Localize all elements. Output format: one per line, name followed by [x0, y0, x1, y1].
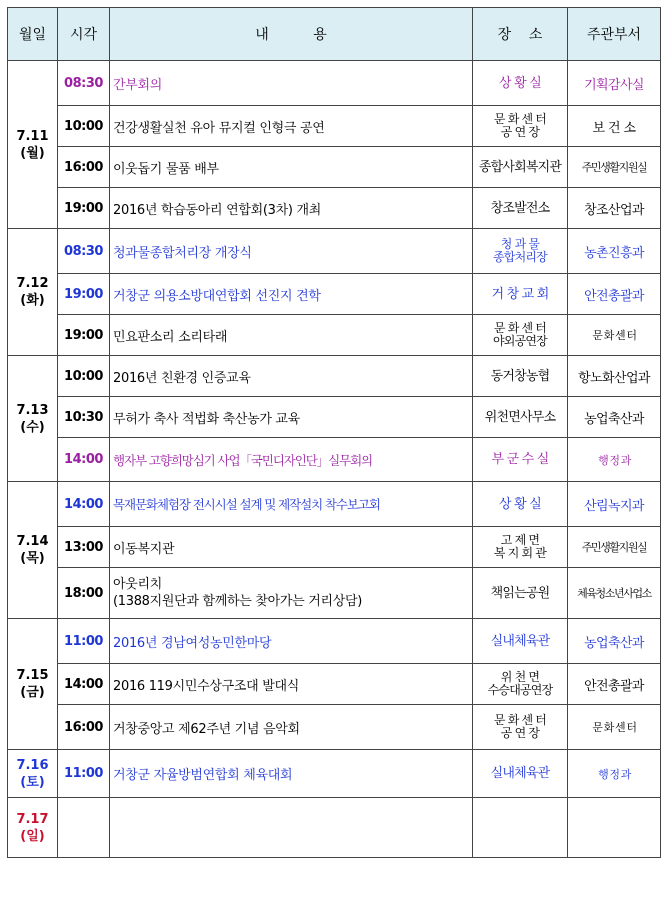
content-cell: [110, 705, 473, 750]
place-line: 상 황 실: [499, 75, 541, 91]
day-date: 7.14: [16, 534, 49, 549]
time-cell: 11:00: [58, 619, 110, 664]
content-text: 청과물종합처리장 개장식: [113, 245, 252, 261]
place-cell: [473, 798, 568, 858]
place-line: 수승대공연장: [487, 683, 553, 697]
day-cell: [8, 61, 58, 229]
day-weekday: (일): [20, 828, 45, 844]
content-text: 민요판소리 소리타래: [113, 329, 228, 345]
content-text: 건강생활실천 유아 뮤지컬 인형극 공연: [113, 120, 325, 136]
time-cell: 10:00: [58, 356, 110, 397]
place-line: 위 천 면: [500, 670, 540, 684]
place-cell: [473, 527, 568, 568]
day-date: 7.15: [16, 668, 49, 683]
dept-cell: 보 건 소: [568, 106, 661, 147]
day-weekday: (월): [20, 145, 45, 161]
place-cell: [473, 438, 568, 482]
day-cell: [8, 798, 58, 858]
schedule-row: [8, 315, 661, 356]
day-weekday: (토): [20, 774, 45, 790]
place-line: 부 군 수 실: [491, 452, 549, 467]
content-cell: [110, 438, 473, 482]
content-cell: [110, 568, 473, 619]
day-date: 7.17: [16, 811, 49, 827]
dept-cell: 농촌진흥과: [568, 229, 661, 274]
place-line: 동거창농협: [490, 368, 550, 384]
schedule-row: [8, 274, 661, 315]
header-time: 시각: [58, 8, 110, 61]
schedule-table: [7, 7, 661, 858]
place-line: 실내체육관: [490, 766, 550, 781]
schedule-row: [8, 397, 661, 438]
content-cell: [110, 147, 473, 188]
time-cell: 19:00: [58, 274, 110, 315]
day-date: 7.16: [16, 757, 49, 773]
place-line: 야외공연장: [493, 334, 547, 348]
day-date: 7.13: [16, 402, 49, 418]
day-weekday: (목): [20, 551, 45, 566]
place-line: 문 화 센 터: [493, 713, 547, 727]
place-line: 종합처리장: [493, 250, 547, 264]
place-cell: [473, 147, 568, 188]
place-line: 책읽는공원: [490, 585, 550, 601]
content-text: 무허가 축사 적법화 축산농가 교육: [113, 411, 300, 427]
content-cell: [110, 750, 473, 798]
place-cell: [473, 315, 568, 356]
content-text: 행자부 고향희망심기 사업「국민디자인단」실무회의: [113, 452, 373, 468]
schedule-row: [8, 438, 661, 482]
dept-cell: 산림녹지과: [568, 482, 661, 527]
time-cell: 19:00: [58, 315, 110, 356]
place-line: 공 연 장: [500, 726, 540, 740]
place-line: 창조발전소: [490, 200, 550, 216]
schedule-row: [8, 798, 661, 858]
header-content: 내 용: [110, 8, 473, 61]
place-cell: [473, 61, 568, 106]
content-cell: [110, 229, 473, 274]
day-cell: [8, 619, 58, 750]
content-cell: [110, 664, 473, 705]
content-cell: [110, 61, 473, 106]
dept-cell: 행 정 과: [568, 750, 661, 798]
schedule-row: [8, 527, 661, 568]
day-cell: [8, 750, 58, 798]
schedule-row: [8, 750, 661, 798]
place-cell: [473, 397, 568, 438]
time-cell: 16:00: [58, 147, 110, 188]
content-cell: [110, 356, 473, 397]
schedule-row: [8, 106, 661, 147]
content-cell: [110, 274, 473, 315]
place-line: 청 과 물: [500, 237, 540, 251]
dept-cell: 농업축산과: [568, 397, 661, 438]
content-cell: [110, 619, 473, 664]
content-line-1: 아웃리치: [113, 577, 163, 592]
time-cell: 08:30: [58, 61, 110, 106]
place-cell: [473, 619, 568, 664]
place-line: 문 화 센 터: [493, 112, 547, 126]
dept-cell: 주민생활지원실: [568, 147, 661, 188]
content-text: 거창중앙고 제62주년 기념 음악회: [113, 721, 300, 737]
content-cell: [110, 527, 473, 568]
dept-cell: 문 화 센 터: [568, 315, 661, 356]
header-place: 장 소: [473, 8, 568, 61]
content-text: 간부회의: [113, 77, 163, 93]
place-line: 실내체육관: [490, 633, 550, 649]
place-cell: [473, 274, 568, 315]
content-text: 2016년 학습동아리 연합회(3차) 개최: [113, 202, 321, 218]
schedule-table-wrapper: [7, 7, 661, 858]
content-text: 이웃돕기 물품 배부: [113, 161, 219, 177]
day-weekday: (수): [20, 419, 45, 435]
content-cell: [110, 315, 473, 356]
day-cell: [8, 356, 58, 482]
time-cell: 14:00: [58, 664, 110, 705]
dept-cell: 행 정 과: [568, 438, 661, 482]
schedule-row: [8, 356, 661, 397]
dept-cell: 문 화 센 터: [568, 705, 661, 750]
dept-cell: 농업축산과: [568, 619, 661, 664]
content-text: 이동복지관: [113, 541, 175, 557]
content-cell: [110, 106, 473, 147]
day-weekday: (금): [20, 685, 45, 700]
time-cell: 14:00: [58, 482, 110, 527]
schedule-row: [8, 568, 661, 619]
time-cell: 10:30: [58, 397, 110, 438]
place-line: 문 화 센 터: [493, 321, 547, 335]
schedule-row: [8, 705, 661, 750]
content-cell: [110, 482, 473, 527]
dept-cell: 창조산업과: [568, 188, 661, 229]
time-cell: 08:30: [58, 229, 110, 274]
day-weekday: (화): [20, 293, 45, 308]
time-cell: [58, 798, 110, 858]
place-cell: [473, 188, 568, 229]
content-cell: [110, 798, 473, 858]
dept-cell: [568, 798, 661, 858]
time-cell: 14:00: [58, 438, 110, 482]
place-cell: [473, 705, 568, 750]
dept-cell: 항노화산업과: [568, 356, 661, 397]
dept-cell: 안전총괄과: [568, 274, 661, 315]
content-text: 2016년 친환경 인증교육: [113, 370, 251, 386]
place-cell: [473, 664, 568, 705]
schedule-row: [8, 482, 661, 527]
header-row: [8, 8, 661, 61]
time-cell: 13:00: [58, 527, 110, 568]
content-text: 2016년 경남여성농민한마당: [113, 635, 272, 651]
dept-cell: 기획감사실: [568, 61, 661, 106]
place-line: 상 황 실: [499, 496, 541, 512]
place-cell: [473, 106, 568, 147]
place-line: 종합사회복지관: [478, 159, 562, 175]
place-cell: [473, 356, 568, 397]
content-cell: [110, 188, 473, 229]
schedule-row: [8, 619, 661, 664]
schedule-row: [8, 229, 661, 274]
time-cell: 18:00: [58, 568, 110, 619]
schedule-body: [8, 61, 661, 858]
place-line: 공 연 장: [500, 125, 540, 139]
schedule-row: [8, 147, 661, 188]
dept-cell: 주민생활지원실: [568, 527, 661, 568]
place-line: 고 제 면: [500, 533, 540, 547]
content-line-2: (1388지원단과 함께하는 찾아가는 거리상담): [113, 594, 363, 609]
day-cell: [8, 229, 58, 356]
time-cell: 19:00: [58, 188, 110, 229]
place-cell: [473, 568, 568, 619]
schedule-row: [8, 61, 661, 106]
schedule-row: [8, 188, 661, 229]
place-cell: [473, 229, 568, 274]
time-cell: 11:00: [58, 750, 110, 798]
place-cell: [473, 482, 568, 527]
header-date: 월일: [8, 8, 58, 61]
content-text: 목재문화체험장 전시시설 설계 및 제작설치 착수보고회: [113, 497, 380, 512]
header-dept: 주관부서: [568, 8, 661, 61]
day-date: 7.12: [16, 276, 49, 291]
time-cell: 10:00: [58, 106, 110, 147]
schedule-row: [8, 664, 661, 705]
place-line: 복 지 회 관: [493, 546, 547, 560]
day-date: 7.11: [16, 128, 49, 144]
dept-cell: 안전총괄과: [568, 664, 661, 705]
place-line: 거 창 교 회: [491, 286, 549, 302]
content-text: 2016 119시민수상구조대 발대식: [113, 678, 300, 694]
dept-cell: 체육청소년사업소: [568, 568, 661, 619]
place-cell: [473, 750, 568, 798]
content-cell: [110, 397, 473, 438]
content-text: 거창군 자율방범연합회 체육대회: [113, 768, 293, 783]
content-text: 거창군 의용소방대연합회 선진지 견학: [113, 288, 321, 304]
time-cell: 16:00: [58, 705, 110, 750]
place-line: 위천면사무소: [484, 409, 556, 425]
day-cell: [8, 482, 58, 619]
